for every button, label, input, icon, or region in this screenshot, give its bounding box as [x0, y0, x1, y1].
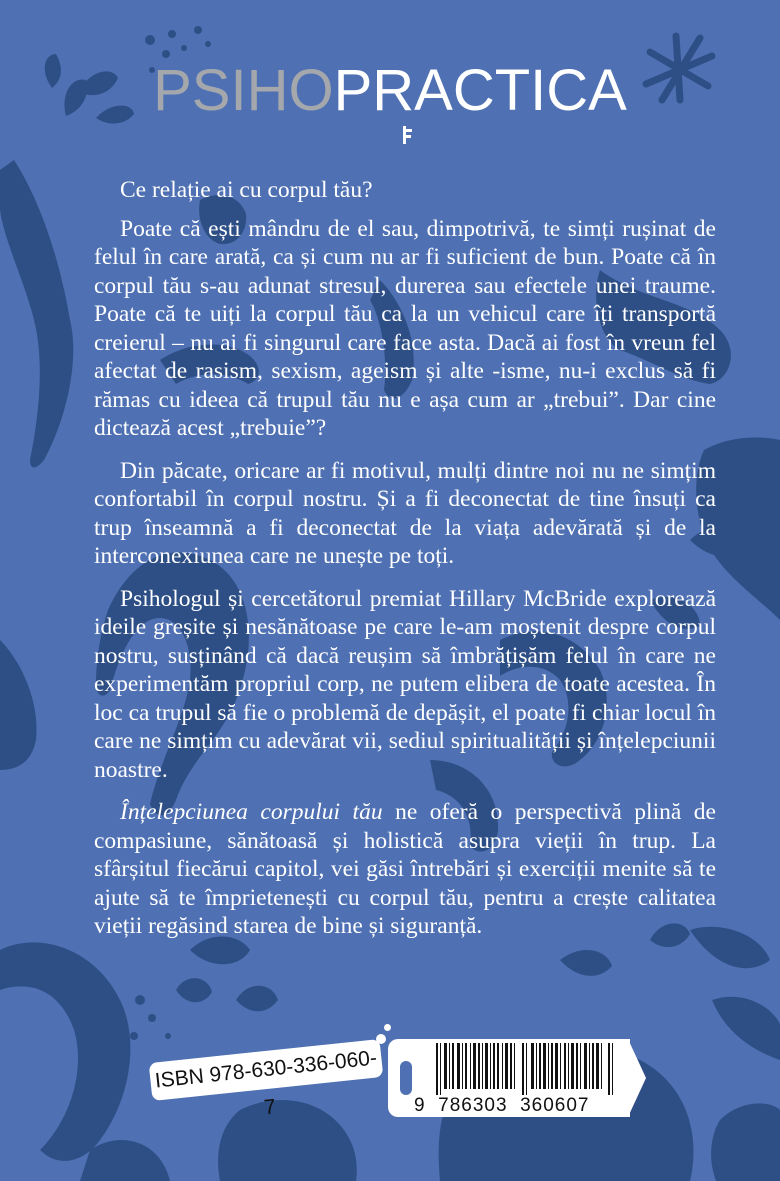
blurb-paragraph-1: Poate că ești mândru de el sau, dimpotrivă, te simți rușinat de felul în care arată, ca și cum nu ar fi suficient de bun. Poate că în corpul tău s-au adunat stresul, durerea sau efectele unei traume. Poate că te uiți la corpul tău ca la un vehicul care îți transportă creierul – nu ai fi singurul care face asta. Dacă ai fost în vreun fel afectat de rasism, sexism, ageism și alte -isme, nu-i exclus să fi rămas cu ideea că trupul tău nu e așa cum ar „trebui”. Dar cine dictează acest „trebuie”? [94, 215, 716, 441]
publisher-logo [0, 58, 780, 123]
figure-shape [0, 640, 37, 770]
dot-shape [130, 1032, 138, 1040]
leaf-shape [218, 1100, 357, 1181]
dot-shape [148, 1014, 156, 1022]
dot-shape [165, 1033, 171, 1039]
leaf-shape [236, 986, 278, 1012]
blurb-question: Ce relație ai cu corpul tău? [120, 177, 373, 203]
dot-shape [145, 35, 155, 45]
barcode [388, 1039, 644, 1117]
dot-shape [162, 50, 170, 58]
barcode-digits: 9 786303 360607 [414, 1095, 590, 1116]
blurb-paragraph-4 [94, 798, 716, 941]
key-icon [400, 126, 414, 144]
tag-hole [400, 1061, 412, 1095]
blurb-text [94, 176, 716, 955]
barcode-bars [424, 1039, 630, 1095]
dot-shape [205, 41, 211, 47]
book-title-inline: Înțelepciunea corpului tău [120, 799, 383, 825]
dot-shape [194, 26, 202, 34]
brand-part-practica: PRACTICA [333, 58, 627, 123]
blurb-paragraph-2: Din păcate, oricare ar fi motivul, mulți dintre noi nu ne simțim confortabil în corpul nostru. Și a fi deconectat de tine însuți ca trup înseamnă a fi deconectat de la viața adevărată și de la interconexiunea care ne unește pe toți. [94, 457, 716, 569]
blurb-paragraph-3: Psihologul și cercetătorul premiat Hillary McBride explorează ideile greșite și nesănătoase pe care le-am moștenit despre corpul nostru, susținând că dacă reușim să îmbrățișăm felul în care ne experimentăm propriul corp, ne putem elibera de toate acestea. În loc ca trupul să fie o problemă de depășit, el poate fi chiar locul în care ne simțim cu adevărat vii, sediul spiritualității și înțelepciunii noastre. [94, 585, 716, 783]
blurb-paragraph-4-text: ne oferă o perspectivă plină de compasiune, sănătoasă și holistică asupra vieții în trup. La sfârșitul fiecărui capitol, vei găsi întrebări și exerciții menite să te ajute să te împrietenești cu corpul tău, pentru a crește calitatea vieții regăsind starea de bine și siguranță. [94, 799, 716, 939]
barcode-tag-tip [628, 1039, 646, 1117]
dot-shape [117, 1017, 123, 1023]
leaf-shape [0, 942, 130, 1161]
isbn-label: ISBN 978-630-336-060-7 [149, 1039, 384, 1101]
leaf-shape [176, 978, 212, 1002]
isbn-bubble-dot [384, 1024, 391, 1031]
dot-shape [168, 30, 176, 38]
dot-shape [181, 45, 187, 51]
brand-part-psiho: PSIHO [153, 58, 334, 123]
dot-shape [135, 995, 145, 1005]
figure-shape [711, 1103, 780, 1181]
figure-shape [0, 160, 73, 468]
leaf-shape [712, 997, 780, 1060]
